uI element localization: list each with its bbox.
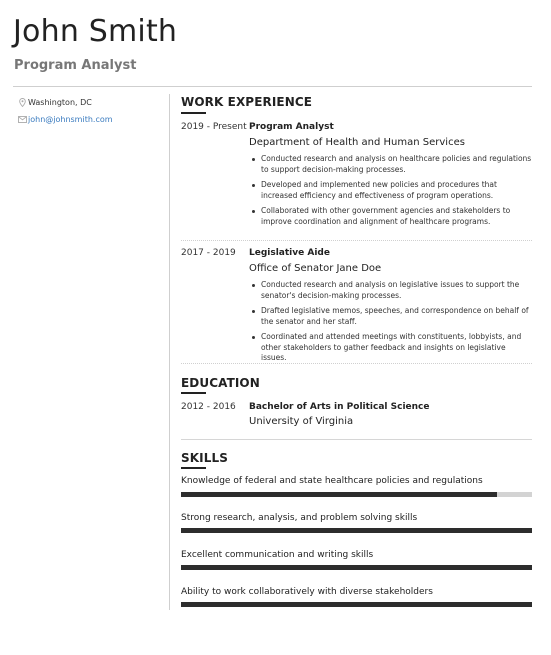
contact-sidebar [16, 94, 161, 128]
sidebar-divider [169, 94, 170, 610]
skill-level-bar [181, 528, 532, 533]
work-organization: Office of Senator Jane Doe [249, 263, 382, 274]
list-item: Developed and implemented new policies and procedures that increased efficiency and effectiveness of program operations. [249, 180, 532, 201]
contact-location [16, 94, 161, 111]
skill-level-fill [181, 492, 497, 497]
section-underline [181, 112, 206, 114]
education-degree: Bachelor of Arts in Political Science [249, 402, 430, 412]
skill-level-bar [181, 602, 532, 607]
skill-item [181, 513, 532, 523]
contact-email[interactable] [16, 111, 161, 128]
education-date: 2012 - 2016 [181, 402, 236, 412]
work-date: 2019 - Present [181, 122, 247, 132]
skill-item [181, 550, 532, 560]
skill-label: Strong research, analysis, and problem solving skills [181, 513, 418, 523]
work-date: 2017 - 2019 [181, 248, 236, 258]
entry-divider [181, 240, 532, 241]
work-details [249, 248, 532, 369]
work-title: Program Analyst [249, 122, 334, 132]
section-underline [181, 392, 206, 394]
work-organization: Department of Health and Human Services [249, 137, 465, 148]
section-underline [181, 467, 206, 469]
education-school: University of Virginia [249, 416, 354, 427]
skill-label: Excellent communication and writing skills [181, 550, 374, 560]
section-title-education: EDUCATION [181, 376, 260, 390]
skill-label: Knowledge of federal and state healthcare policies and regulations [181, 476, 483, 486]
list-item: Collaborated with other government agencies and stakeholders to improve coordination and alignment of healthcare programs. [249, 206, 532, 227]
skill-item [181, 476, 532, 486]
work-bullets [249, 280, 532, 364]
resume-name: John Smith [13, 14, 178, 49]
section-divider [181, 439, 532, 440]
skill-level-fill [181, 528, 532, 533]
work-bullets [249, 154, 532, 227]
entry-divider [181, 363, 532, 364]
skill-item [181, 587, 532, 597]
skill-level-fill [181, 565, 532, 570]
education-details [249, 402, 532, 427]
section-title-work: WORK EXPERIENCE [181, 95, 313, 109]
section-title-skills: SKILLS [181, 451, 228, 465]
resume-job-title: Program Analyst [14, 58, 137, 73]
skill-level-bar [181, 492, 532, 497]
list-item: Drafted legislative memos, speeches, and correspondence on behalf of the senator and her staff. [249, 306, 532, 327]
location-pin-icon [16, 98, 28, 107]
skill-level-fill [181, 602, 532, 607]
contact-location-text: Washington, DC [28, 98, 92, 107]
skill-level-bar [181, 565, 532, 570]
skill-label: Ability to work collaboratively with diverse stakeholders [181, 587, 433, 597]
work-title: Legislative Aide [249, 248, 330, 258]
list-item: Coordinated and attended meetings with constituents, lobbyists, and other stakeholders to gather feedback and insights on legislative issues. [249, 332, 532, 364]
list-item: Conducted research and analysis on healthcare policies and regulations to support decision-making processes. [249, 154, 532, 175]
list-item: Conducted research and analysis on legislative issues to support the senator's decision-making processes. [249, 280, 532, 301]
contact-email-link[interactable]: john@johnsmith.com [28, 115, 113, 124]
work-details [249, 122, 532, 232]
header-divider [13, 86, 532, 87]
envelope-icon [16, 116, 28, 123]
